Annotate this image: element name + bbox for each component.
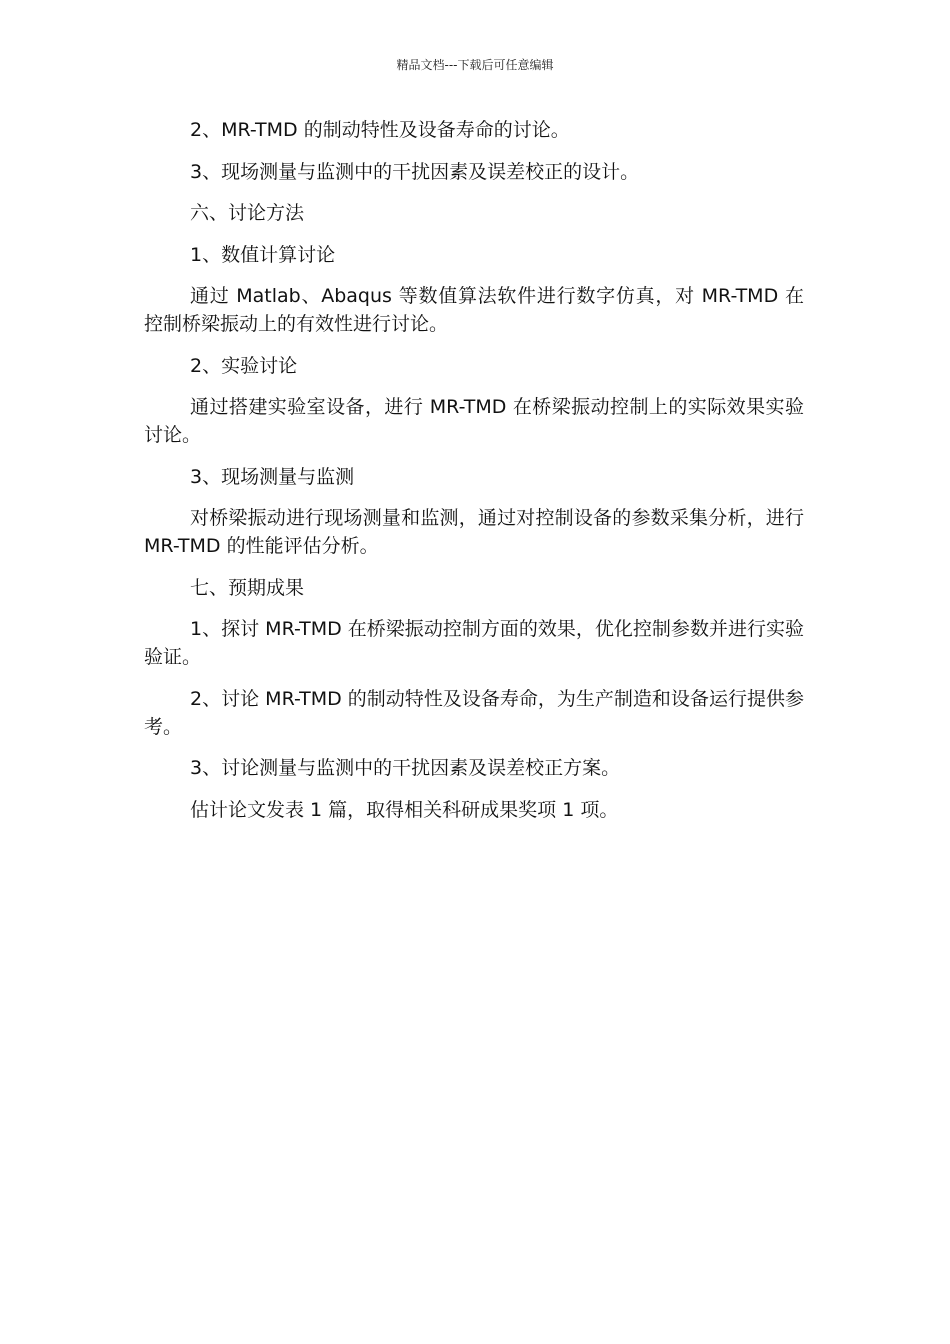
paragraph: 通过 Matlab、Abaqus 等数值算法软件进行数字仿真，对 MR-TMD 在控制桥梁振动上的有效性进行讨论。 xyxy=(144,285,804,335)
section-heading: 七、预期成果 xyxy=(190,576,305,599)
paragraph: 对桥梁振动进行现场测量和监测，通过对控制设备的参数采集分析，进行 MR-TMD 的性能评估分析。 xyxy=(144,507,804,557)
subsection-heading: 1、数值计算讨论 xyxy=(190,243,336,266)
paragraph: 2、讨论 MR-TMD 的制动特性及设备寿命，为生产制造和设备运行提供参考。 xyxy=(144,687,804,738)
subsection-heading: 2、实验讨论 xyxy=(190,354,298,377)
section-heading: 六、讨论方法 xyxy=(190,202,305,224)
paragraph: 3、现场测量与监测中的干扰因素及误差校正的设计。 xyxy=(190,160,640,183)
subsection-heading: 3、现场测量与监测 xyxy=(190,465,355,488)
paragraph: 2、MR-TMD 的制动特性及设备寿命的讨论。 xyxy=(190,119,570,141)
page-header: 精品文档---下载后可任意编辑 xyxy=(396,58,554,72)
document-body xyxy=(144,116,804,837)
paragraph: 通过搭建实验室设备，进行 MR-TMD 在桥梁振动控制上的实际效果实验讨论。 xyxy=(144,396,804,446)
paragraph: 1、探讨 MR-TMD 在桥梁振动控制方面的效果，优化控制参数并进行实验验证。 xyxy=(144,618,804,668)
paragraph: 估计论文发表 1 篇，取得相关科研成果奖项 1 项。 xyxy=(190,798,619,821)
paragraph: 3、讨论测量与监测中的干扰因素及误差校正方案。 xyxy=(190,757,621,779)
